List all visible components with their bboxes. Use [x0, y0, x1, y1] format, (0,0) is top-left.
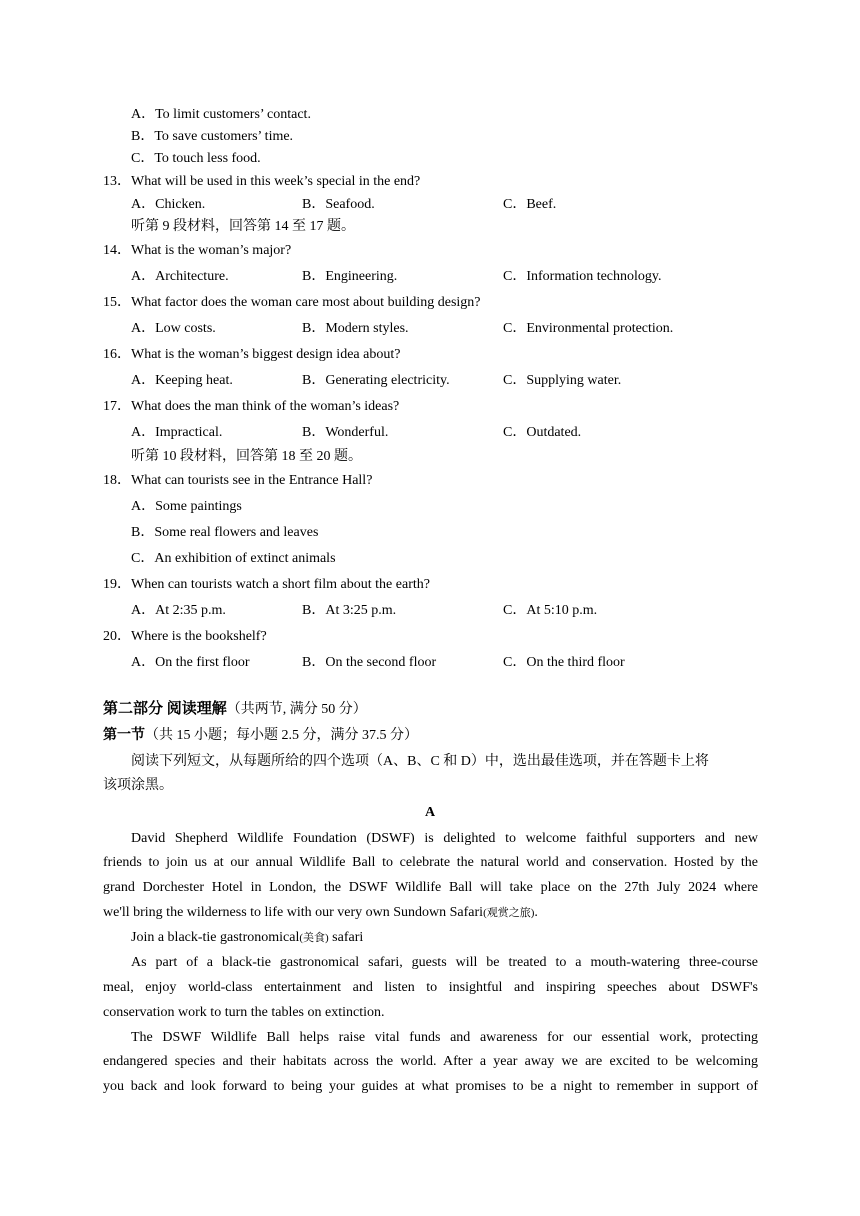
- q19-option-c: C．At 5:10 p.m.: [503, 603, 598, 618]
- q13-option-c: C．Beef.: [503, 197, 557, 212]
- passage-a-p1-line1: David Shepherd Wildlife Foundation (DSWF) is delighted to welcome faithful supporters and new: [131, 831, 758, 846]
- q20-option-b: B．On the second floor: [302, 655, 437, 670]
- section1-title: 第一节: [103, 728, 145, 743]
- p1-line4-main: we'll bring the wilderness to life with our very own Sundown Safari: [103, 905, 484, 920]
- q13-stem: 13．What will be used in this week’s special in the end?: [103, 174, 421, 189]
- p1-line4-end: .: [534, 905, 538, 920]
- passage-a-p1-line4: [103, 904, 538, 922]
- q13-option-a: A．Chicken.: [131, 197, 206, 212]
- q16-option-a: A．Keeping heat.: [131, 373, 233, 388]
- passage-a-p2-line2: meal, enjoy world-class entertainment and listen to insightful and inspiring speeches about DSWF's: [103, 980, 758, 995]
- passage-a-p3-line2: endangered species and their habitats across the world. After a year away we are excited to be welcoming: [103, 1054, 758, 1069]
- q20-stem: 20．Where is the bookshelf?: [103, 629, 267, 644]
- q19-option-a: A．At 2:35 p.m.: [131, 603, 226, 618]
- q18-option-c: C．An exhibition of extinct animals: [131, 551, 336, 566]
- q12-option-b: B．To save customers’ time.: [131, 129, 294, 144]
- section1-note: （共 15 小题；每小题 2.5 分，满分 37.5 分）: [145, 728, 418, 743]
- q14-stem: 14．What is the woman’s major?: [103, 243, 292, 258]
- part2-title: 第二部分 阅读理解: [103, 701, 227, 717]
- passage-a-p1-line2: friends to join us at our annual Wildlife Ball to celebrate the natural world and conservation. Hosted by the: [103, 855, 758, 870]
- part2-heading: [103, 699, 367, 720]
- passage-letter: A: [424, 805, 436, 820]
- passage-a-p1-line3: grand Dorchester Hotel in London, the DSWF Wildlife Ball will take place on the 27th July 2024 where: [103, 880, 758, 895]
- subhead-main: Join a black-tie gastronomical: [131, 930, 300, 945]
- subhead-end: safari: [328, 930, 364, 945]
- q16-option-b: B．Generating electricity.: [302, 373, 450, 388]
- q18-option-b: B．Some real flowers and leaves: [131, 525, 319, 540]
- instruction-line-1: 阅读下列短文，从每题所给的四个选项（A、B、C 和 D）中，选出最佳选项，并在答题卡上将: [131, 754, 709, 769]
- q15-option-a: A．Low costs.: [131, 321, 216, 336]
- passage-10-intro: 听第 10 段材料，回答第 18 至 20 题。: [131, 449, 362, 464]
- q16-option-c: C．Supplying water.: [503, 373, 622, 388]
- q18-stem: 18．What can tourists see in the Entrance Hall?: [103, 473, 373, 488]
- q14-option-b: B．Engineering.: [302, 269, 398, 284]
- q15-stem: 15．What factor does the woman care most about building design?: [103, 295, 481, 310]
- section1-heading: [103, 727, 418, 745]
- passage-9-intro: 听第 9 段材料，回答第 14 至 17 题。: [131, 219, 355, 234]
- q16-stem: 16．What is the woman’s biggest design idea about?: [103, 347, 401, 362]
- instruction-line-2: 该项涂黑。: [103, 778, 173, 793]
- q15-option-c: C．Environmental protection.: [503, 321, 674, 336]
- q17-option-a: A．Impractical.: [131, 425, 223, 440]
- q12-option-c: C．To touch less food.: [131, 151, 261, 166]
- part2-title-note: （共两节, 满分 50 分）: [226, 702, 367, 717]
- q15-option-b: B．Modern styles.: [302, 321, 409, 336]
- q17-option-b: B．Wonderful.: [302, 425, 389, 440]
- q19-stem: 19．When can tourists watch a short film about the earth?: [103, 577, 430, 592]
- passage-a-p2-line1: As part of a black-tie gastronomical safari, guests will be treated to a mouth-watering three-course: [131, 955, 758, 970]
- q14-option-a: A．Architecture.: [131, 269, 229, 284]
- q19-option-b: B．At 3:25 p.m.: [302, 603, 397, 618]
- subhead-gloss: (美食): [299, 932, 329, 944]
- q14-option-c: C．Information technology.: [503, 269, 662, 284]
- passage-a-p3-line1: The DSWF Wildlife Ball helps raise vital funds and awareness for our essential work, protecting: [131, 1030, 758, 1045]
- q20-option-c: C．On the third floor: [503, 655, 625, 670]
- q20-option-a: A．On the first floor: [131, 655, 250, 670]
- passage-a-subheading: [131, 929, 363, 947]
- p1-line4-gloss: (观赏之旅): [483, 907, 535, 919]
- q12-option-a: A．To limit customers’ contact.: [131, 107, 311, 122]
- q17-option-c: C．Outdated.: [503, 425, 582, 440]
- q13-option-b: B．Seafood.: [302, 197, 375, 212]
- q17-stem: 17．What does the man think of the woman’s ideas?: [103, 399, 400, 414]
- passage-a-p2-line3: conservation work to turn the tables on extinction.: [103, 1005, 385, 1020]
- passage-a-p3-line3: you back and look forward to being your guides at what promises to be a night to remember in support of: [103, 1079, 758, 1094]
- q18-option-a: A．Some paintings: [131, 499, 242, 514]
